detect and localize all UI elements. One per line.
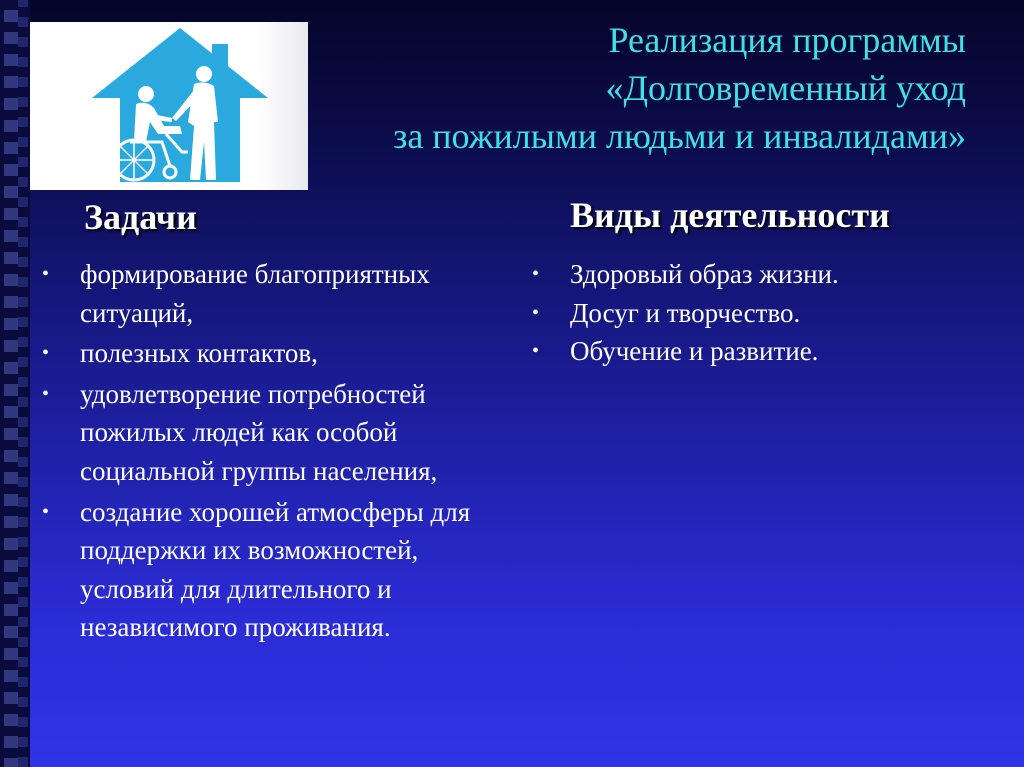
activity-text: Здоровый образ жизни. [570,259,839,289]
task-text: удовлетворение потребностей пожилых людей как особой социальной группы населения, [80,378,438,486]
list-item [532,255,990,294]
bullet: • [532,340,540,363]
activity-text: Досуг и творчество. [570,297,801,328]
list-item [532,332,990,371]
title-line-1: Реализация программы [608,20,966,60]
list-item [42,493,510,647]
title-line-3: за пожилыми людьми и инвалидами» [393,116,966,156]
slide-title [266,16,966,160]
activities-list [532,255,990,371]
activity-text: Обучение и развитие. [570,336,819,367]
activities-heading: Виды деятельности [570,195,890,235]
bullet: • [42,382,50,405]
tasks-list [42,255,510,649]
bullet: • [42,342,50,365]
list-item [42,375,510,491]
tasks-heading: Задачи [84,197,197,237]
decorative-side-strip [0,0,30,767]
bullet: • [42,500,50,523]
task-text: полезных контактов, [80,338,318,369]
list-item [532,294,990,333]
list-item [42,255,510,332]
bullet: • [532,301,540,324]
task-text: создание хорошей атмосферы для поддержки их возможностей, условий для длительного и независимого проживания. [80,496,471,643]
title-line-2: «Долговременный уход [605,68,966,108]
bullet: • [42,263,50,285]
list-item [42,334,510,373]
task-text: формирование благоприятных ситуаций, [80,259,430,328]
bullet: • [532,263,540,285]
